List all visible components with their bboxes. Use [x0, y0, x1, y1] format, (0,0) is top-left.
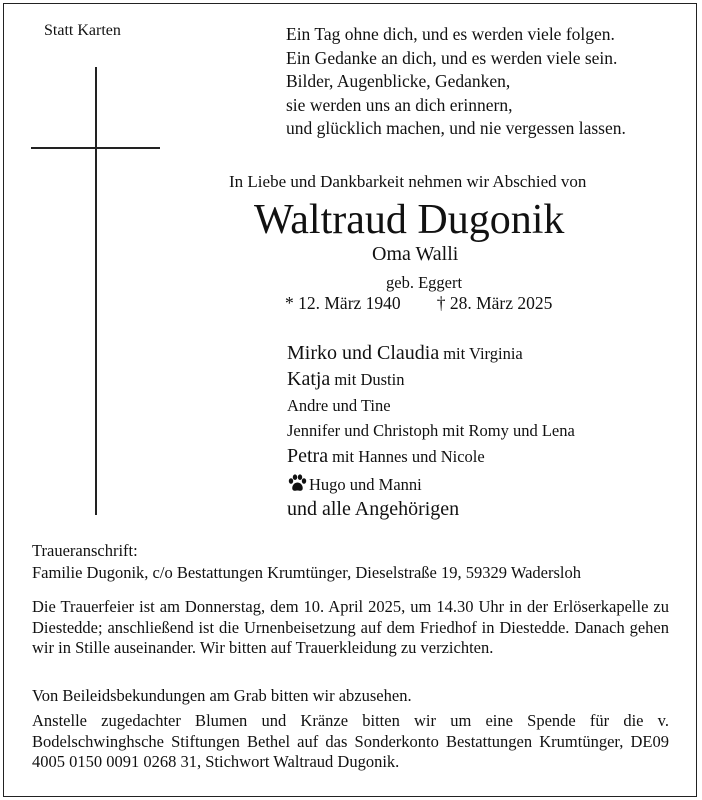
family-member-with: mit Dustin [334, 370, 405, 389]
poem-line: Ein Tag ohne dich, und es werden viele folgen. [286, 24, 615, 44]
family-member-with: mit Hannes und Nicole [332, 447, 485, 466]
life-dates [285, 293, 552, 314]
death-date: † 28. März 2025 [436, 293, 553, 313]
family-member-name: Mirko und Claudia [287, 342, 440, 364]
mourning-address [32, 540, 581, 584]
pets-names: Hugo und Manni [309, 475, 422, 494]
family-pets [287, 474, 422, 495]
family-member: Andre und Tine [287, 396, 391, 415]
family-member [287, 368, 404, 391]
poem [286, 23, 626, 141]
deceased-name: Waltraud Dugonik [254, 197, 565, 243]
birth-name: geb. Eggert [386, 273, 463, 292]
birth-date: * 12. März 1940 [285, 293, 401, 313]
farewell-intro: In Liebe und Dankbarkeit nehmen wir Abschied von [229, 172, 587, 191]
poem-line: sie werden uns an dich erinnern, [286, 94, 513, 115]
family-member [287, 445, 485, 468]
poem-line: Ein Gedanke an dich, und es werden viele sein. [286, 47, 618, 68]
family-member: Jennifer und Christoph mit Romy und Lena [287, 421, 575, 440]
poem-line: und glücklich machen, und nie vergessen lassen. [286, 118, 626, 138]
condolence-note: Von Beileidsbekundungen am Grab bitten wir abzusehen. [32, 686, 412, 705]
family-member-name: Petra [287, 445, 329, 467]
deceased-nickname: Oma Walli [372, 243, 459, 265]
family-member-with: mit Virginia [443, 344, 523, 363]
statt-karten-label: Statt Karten [44, 22, 121, 39]
address-label: Traueranschrift: [32, 541, 138, 560]
funeral-info: Die Trauerfeier ist am Donnerstag, dem 10. April 2025, um 14.30 Uhr in der Erlöserkapelle zu Diestedde; anschließend ist die Urnenbeisetzung auf dem Friedhof in Diestedde. Danach gehen wir in Stille auseinander. Wir bitten auf Trauerkleidung zu verzichten. [32, 597, 669, 657]
family-member [287, 342, 523, 365]
poem-line: Bilder, Augenblicke, Gedanken, [286, 71, 511, 91]
cross-vertical-beam [95, 67, 97, 515]
family-member-name: Katja [287, 368, 331, 390]
other-relatives: und alle Angehörigen [287, 498, 460, 520]
donation-request: Anstelle zugedachter Blumen und Kränze bitten wir um eine Spende für die v. Bodelschwinghsche Stiftungen Bethel auf das Sonderkonto Bestattungen Krumtünger, DE09 4005 0150 0091 0268 31, Stichwort Waltraud Dugonik. [32, 711, 669, 771]
paw-print-icon [287, 474, 307, 492]
cross-horizontal-beam [31, 147, 160, 149]
address-text: Familie Dugonik, c/o Bestattungen Krumtünger, Dieselstraße 19, 59329 Wadersloh [32, 563, 581, 582]
